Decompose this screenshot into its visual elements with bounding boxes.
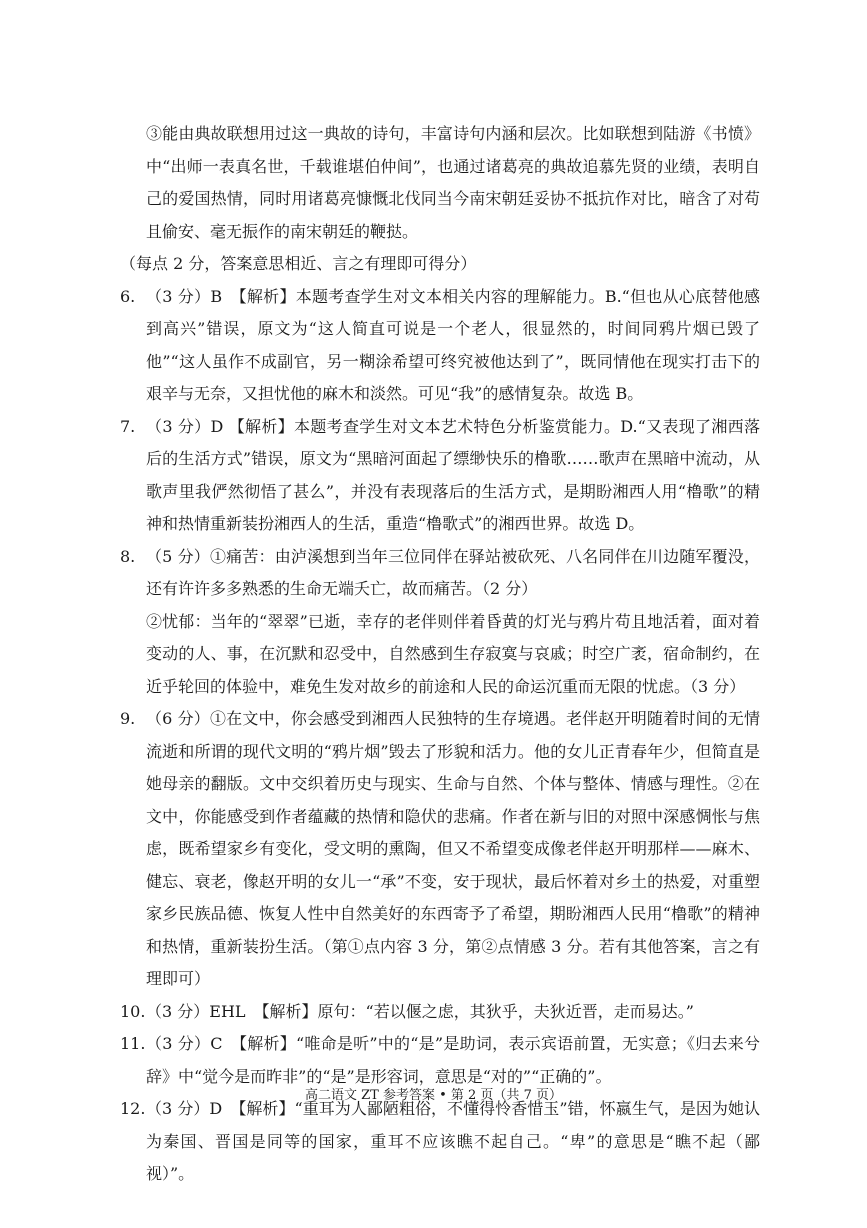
answer-item-12 — [120, 1093, 760, 1191]
answer-item-8 — [120, 541, 760, 606]
answer-5-scoring-note: （每点 2 分，答案意思相近、言之有理即可得分） — [120, 254, 477, 273]
item-number: 8. — [120, 546, 136, 566]
item-text: （6 分）①在文中，你会感受到湘西人民独特的生存境遇。老伴赵开明随着时间的无情流逝和所谓的现代文明的“鸦片烟”毁去了形貌和活力。他的女儿正青春年少，但简直是她母亲的翻版。文中交织着历史与现实、生命与自然、个体与整体、情感与理性。②在文中，你能感受到作者蕴藏的热情和隐伏的悲痛。作者在新与旧的对照中深感惆怅与焦虑，既希望家乡有变化，受文明的熏陶，但又不希望变成像老伴赵开明那样——麻木、健忘、衰老，像赵开明的女儿一“承”不变，安于现状，最后怀着对乡土的热爱，对重塑家乡民族品德、恢复人性中自然美好的东西寄予了希望，期盼湘西人民用“橹歌”的精神和热情，重新装扮生活。（第①点内容 3 分，第②点情感 3 分。若有其他答案，言之有理即可） — [146, 709, 760, 988]
item-text: （3 分）D 【解析】“重耳为人鄙陋粗俗，不懂得怜香惜玉”错，怀嬴生气，是因为她认为秦国、晋国是同等的国家，重耳不应该瞧不起自己。“卑”的意思是“瞧不起（鄙视）”。 — [146, 1099, 760, 1183]
item-text: （3 分）D 【解析】本题考查学生对文本艺术特色分析鉴赏能力。D.“又表现了湘西落后的生活方式”错误，原文为“黑暗河面起了缥缈快乐的橹歌……歌声在黑暗中流动，从歌声里我俨然彻悟了甚么”，并没有表现落后的生活方式，是期盼湘西人用“橹歌”的精神和热情重新装扮湘西人的生活，重造“橹歌式”的湘西世界。故选 D。 — [146, 416, 760, 533]
answer-item-7 — [120, 411, 760, 541]
item-text: （3 分）EHL 【解析】原句：“若以偃之虑，其狄乎，夫狄近晋，走而易达。” — [146, 1001, 694, 1021]
item-number: 6. — [120, 286, 136, 306]
item-text: （3 分）C 【解析】“唯命是听”中的“是”是助词，表示宾语前置，无实意；《归去来兮辞》中“觉今是而昨非”的“是”是形容词，意思是“对的”“正确的”。 — [146, 1034, 760, 1086]
answer-item-10 — [120, 996, 760, 1029]
answer-item-8-point-2: ②忧郁：当年的“翠翠”已逝，幸存的老伴则伴着昏黄的灯光与鸦片苟且地活着，面对着变动的人、事，在沉默和忍受中，自然感到生存寂寞与哀戚；时空广袤，宿命制约，在近乎轮回的体验中，难免生发对故乡的前途和人民的命运沉重而无限的忧虑。（3 分） — [146, 611, 760, 696]
answer-5-point-3: ③能由典故联想用过这一典故的诗句，丰富诗句内涵和层次。比如联想到陆游《书愤》中“出师一表真名世，千载谁堪伯仲间”，也通过诸葛亮的典故追慕先贤的业绩，表明自己的爱国热情，同时用诸葛亮慷慨北伐同当今南宋朝廷妥协不抵抗作对比，暗含了对苟且偷安、毫无振作的南宋朝廷的鞭挞。 — [146, 124, 760, 241]
item-number: 12. — [120, 1099, 146, 1118]
answer-item-9 — [120, 703, 760, 996]
answer-content — [120, 118, 760, 1191]
page-footer: 高二语文 ZT 参考答案 • 第 2 页（共 7 页） — [305, 1088, 562, 1103]
item-text: （5 分）①痛苦：由泸溪想到当年三位同伴在驿站被砍死、八名同伴在川边随军覆没，还有许许多多熟悉的生命无端夭亡，故而痛苦。（2 分） — [146, 546, 760, 598]
item-number: 7. — [120, 416, 136, 436]
answer-item-6 — [120, 281, 760, 411]
item-number: 11. — [120, 1034, 146, 1053]
item-number: 10. — [120, 1001, 146, 1021]
item-number: 9. — [120, 709, 136, 728]
item-text: （3 分）B 【解析】本题考查学生对文本相关内容的理解能力。B.“但也从心底替他感到高兴”错误，原文为“这人简直可说是一个老人，很显然的，时间同鸦片烟已毁了他”“这人虽作不成副官，另一糊涂希望可终究被他达到了”，既同情他在现实打击下的艰辛与无奈，又担忧他的麻木和淡然。可见“我”的感情复杂。故选 B。 — [146, 286, 760, 403]
